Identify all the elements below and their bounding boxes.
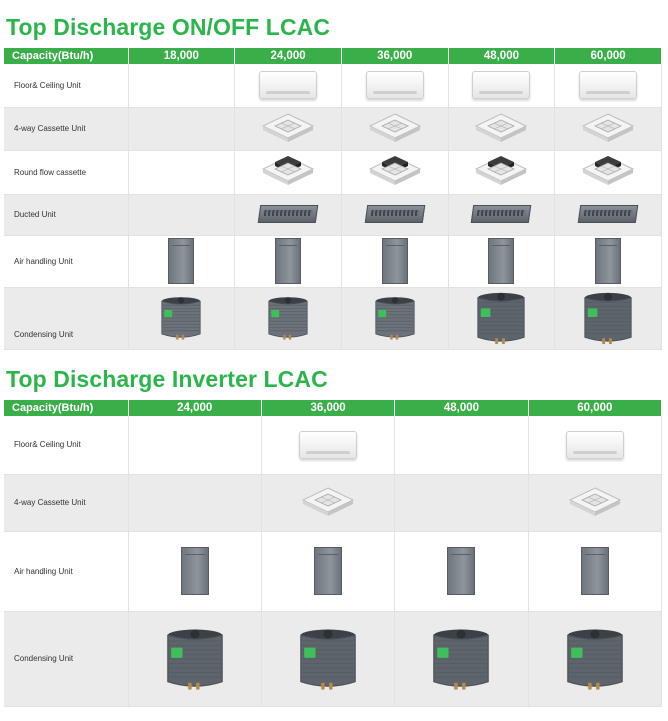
table-cell [448, 235, 555, 287]
air-handling-unit-icon [382, 252, 408, 269]
table-cell [448, 107, 555, 150]
table-cell [528, 474, 661, 531]
condensing-unit-icon [157, 309, 205, 326]
ducted-unit-icon [259, 206, 317, 223]
4-way-cassette-icon [474, 120, 528, 137]
4-way-cassette-icon [368, 120, 422, 137]
round-flow-cassette-icon [474, 163, 528, 180]
condensing-unit-icon [471, 309, 531, 326]
table-cell [235, 235, 342, 287]
capacity-18000: 18,000 [128, 48, 235, 64]
capacity-36000: 36,000 [261, 400, 394, 416]
table-cell [448, 64, 555, 107]
table-row [4, 235, 662, 287]
capacity-24000: 24,000 [235, 48, 342, 64]
table-cell [555, 194, 662, 235]
condensing-unit-icon [371, 309, 419, 326]
ducted-unit-icon [579, 206, 637, 223]
table-cell [395, 531, 528, 611]
row-label: 4-way Cassette Unit [4, 107, 128, 150]
floor-ceiling-unit-icon [579, 76, 637, 93]
floor-ceiling-unit-icon [472, 76, 530, 93]
table-cell [128, 64, 235, 107]
table-row [4, 150, 662, 194]
capacity-48000: 48,000 [448, 48, 555, 64]
row-label: Air handling Unit [4, 531, 128, 611]
air-handling-unit-icon [581, 562, 609, 579]
table-cell [261, 531, 394, 611]
table-cell [341, 235, 448, 287]
table-row [4, 107, 662, 150]
condensing-unit-icon [427, 650, 495, 667]
table-cell [341, 64, 448, 107]
air-handling-unit-icon [488, 252, 514, 269]
row-label: Floor& Ceiling Unit [4, 416, 128, 474]
table-cell [128, 107, 235, 150]
air-handling-unit-icon [595, 252, 621, 269]
table-cell [128, 416, 261, 474]
4-way-cassette-icon [261, 120, 315, 137]
table-cell [235, 107, 342, 150]
capacity-36000: 36,000 [341, 48, 448, 64]
condensing-unit-icon [561, 650, 629, 667]
table-row [4, 611, 662, 706]
ducted-unit-icon [366, 206, 424, 223]
air-handling-unit-icon [181, 562, 209, 579]
condensing-unit-icon [294, 650, 362, 667]
table-row [4, 194, 662, 235]
floor-ceiling-unit-icon [259, 76, 317, 93]
table-row [4, 287, 662, 349]
row-label: Condensing Unit [4, 611, 128, 706]
4-way-cassette-icon [568, 494, 622, 511]
table-cell [528, 531, 661, 611]
table-cell [128, 150, 235, 194]
table-row [4, 64, 662, 107]
condensing-unit-icon [264, 309, 312, 326]
table-cell [555, 107, 662, 150]
condensing-unit-icon [161, 650, 229, 667]
table-cell [235, 64, 342, 107]
table-row [4, 474, 662, 531]
table-cell [528, 416, 661, 474]
table-cell [341, 107, 448, 150]
capacity-24000: 24,000 [128, 400, 261, 416]
table-cell [555, 64, 662, 107]
table-cell [448, 194, 555, 235]
table-cell [128, 194, 235, 235]
table-cell [235, 287, 342, 349]
inverter-section-title: Top Discharge Inverter LCAC [6, 366, 328, 392]
floor-ceiling-unit-icon [566, 436, 624, 453]
inverter-header-row [4, 400, 662, 416]
air-handling-unit-icon [314, 562, 342, 579]
row-label: Air handling Unit [4, 235, 128, 287]
round-flow-cassette-icon [581, 163, 635, 180]
capacity-48000: 48,000 [395, 400, 528, 416]
air-handling-unit-icon [447, 562, 475, 579]
table-cell [341, 150, 448, 194]
onoff-spec-table [4, 48, 662, 350]
table-cell [448, 287, 555, 349]
table-cell [448, 150, 555, 194]
table-cell [128, 531, 261, 611]
table-cell [128, 611, 261, 706]
row-label: Round flow cassette [4, 150, 128, 194]
row-label: Floor& Ceiling Unit [4, 64, 128, 107]
condensing-unit-icon [578, 309, 638, 326]
round-flow-cassette-icon [368, 163, 422, 180]
table-cell [555, 235, 662, 287]
table-cell [261, 474, 394, 531]
capacity-60000: 60,000 [528, 400, 661, 416]
table-cell [341, 194, 448, 235]
table-cell [395, 474, 528, 531]
table-cell [555, 287, 662, 349]
capacity-60000: 60,000 [555, 48, 662, 64]
row-label: Condensing Unit [4, 287, 128, 349]
row-label: 4-way Cassette Unit [4, 474, 128, 531]
onoff-section-title: Top Discharge ON/OFF LCAC [6, 14, 331, 40]
table-cell [555, 150, 662, 194]
floor-ceiling-unit-icon [366, 76, 424, 93]
floor-ceiling-unit-icon [299, 436, 357, 453]
ducted-unit-icon [472, 206, 530, 223]
inverter-spec-table [4, 400, 662, 707]
air-handling-unit-icon [168, 252, 194, 269]
table-cell [235, 194, 342, 235]
table-cell [128, 235, 235, 287]
capacity-header: Capacity(Btu/h) [4, 400, 128, 416]
onoff-header-row [4, 48, 662, 64]
table-cell [395, 611, 528, 706]
table-row [4, 416, 662, 474]
table-cell [395, 416, 528, 474]
table-cell [341, 287, 448, 349]
table-cell [128, 287, 235, 349]
table-cell [528, 611, 661, 706]
table-cell [128, 474, 261, 531]
round-flow-cassette-icon [261, 163, 315, 180]
table-row [4, 531, 662, 611]
table-cell [235, 150, 342, 194]
air-handling-unit-icon [275, 252, 301, 269]
4-way-cassette-icon [301, 494, 355, 511]
row-label: Ducted Unit [4, 194, 128, 235]
4-way-cassette-icon [581, 120, 635, 137]
table-cell [261, 416, 394, 474]
table-cell [261, 611, 394, 706]
capacity-header: Capacity(Btu/h) [4, 48, 128, 64]
